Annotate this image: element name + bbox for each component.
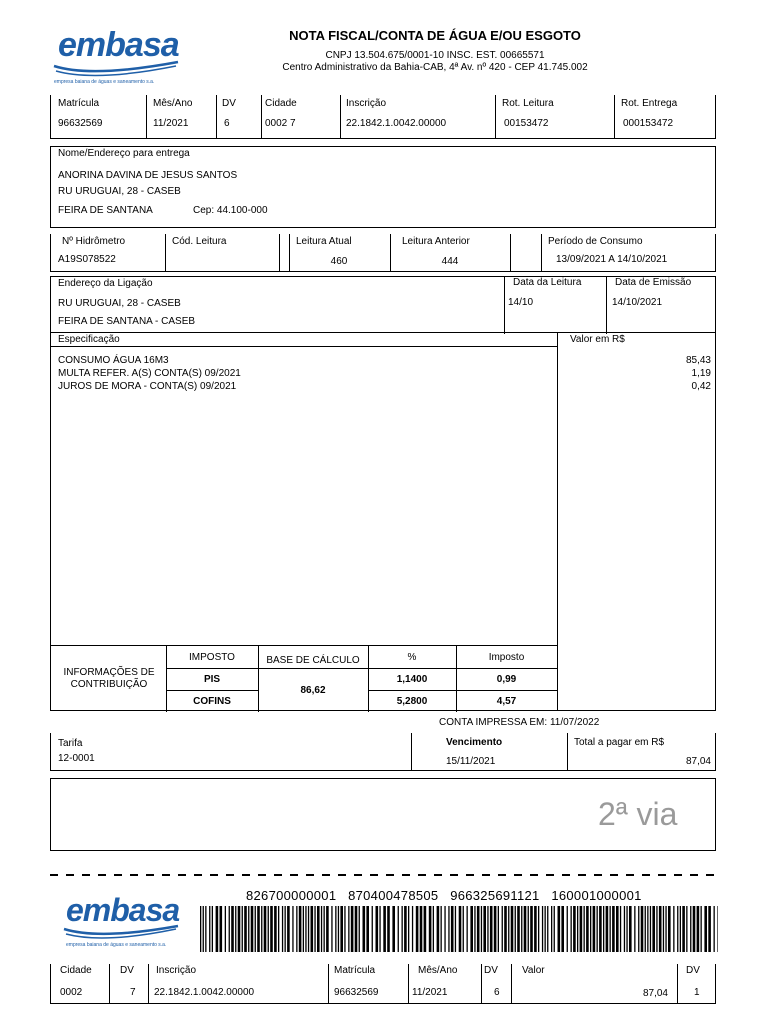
stub-mesano-value: 11/2021 [412, 987, 448, 998]
info-contribuicao-label: INFORMAÇÕES DE CONTRIBUIÇÃO [63, 667, 155, 690]
entrega-cep: Cep: 44.100-000 [193, 205, 268, 216]
data-leitura-label: Data da Leitura [513, 277, 582, 288]
tributo-pct: 1,1400 [396, 674, 428, 685]
tributo-nome: PIS [203, 674, 221, 685]
mesano-label: Mês/Ano [153, 98, 193, 109]
periodo-value: 13/09/2021 A 14/10/2021 [556, 254, 668, 265]
spec-item-desc: MULTA REFER. A(S) CONTA(S) 09/2021 [58, 368, 241, 379]
leitura-anterior-value: 444 [441, 256, 459, 267]
spec-item-valor: 0,42 [691, 381, 711, 392]
wave-icon [62, 924, 182, 940]
dv-value: 6 [224, 118, 230, 129]
imposto-header: IMPOSTO [189, 652, 235, 663]
stub-dv3-value: 1 [694, 987, 700, 998]
stub-dv1-value: 7 [130, 987, 136, 998]
document-title: NOTA FISCAL/CONTA DE ÁGUA E/OU ESGOTO [289, 28, 581, 43]
inscricao-value: 22.1842.1.0042.00000 [346, 118, 447, 129]
cut-line [50, 874, 720, 876]
tributo-nome: COFINS [193, 696, 231, 707]
rot-entrega-label: Rot. Entrega [621, 98, 678, 109]
rot-entrega-value: 000153472 [623, 118, 674, 129]
barcode-image [200, 906, 718, 952]
tributo-valor: 4,57 [496, 696, 517, 707]
data-leitura-value: 14/10 [508, 297, 534, 308]
embasa-logo [52, 22, 182, 88]
spec-item-valor: 85,43 [685, 355, 711, 366]
stub-dv2-label: DV [484, 965, 498, 976]
stub-matricula-value: 96632569 [334, 987, 379, 998]
stub-matricula-label: Matrícula [334, 965, 376, 976]
stub-dv1-label: DV [120, 965, 134, 976]
stub-embasa-logo [62, 890, 182, 952]
total-label: Total a pagar em R$ [574, 737, 665, 748]
tarifa-value: 12-0001 [58, 753, 95, 764]
header-address: Centro Administrativo da Bahia-CAB, 4ª Av. nº 420 - CEP 41.745.002 [282, 62, 588, 73]
entrega-cidade: FEIRA DE SANTANA [58, 205, 153, 216]
wave-icon [52, 60, 182, 78]
vencimento-value: 15/11/2021 [446, 756, 496, 767]
brand-tagline: empresa baiana de águas e saneamento s.a. [54, 79, 155, 85]
leitura-atual-label: Leitura Atual [296, 236, 352, 247]
rot-leitura-value: 00153472 [504, 118, 549, 129]
percent-header: % [407, 652, 417, 663]
brand-tagline: empresa baiana de águas e saneamento s.a. [66, 942, 167, 948]
dv-label: DV [222, 98, 236, 109]
brand-name: embasa [66, 892, 180, 928]
spec-item-valor: 1,19 [691, 368, 711, 379]
spec-item-desc: CONSUMO ÁGUA 16M3 [58, 355, 169, 366]
stub-valor-label: Valor [522, 965, 545, 976]
stub-mesano-label: Mês/Ano [418, 965, 458, 976]
rot-leitura-label: Rot. Leitura [502, 98, 554, 109]
base-calculo-value: 86,62 [300, 685, 326, 696]
stub-inscricao-value: 22.1842.1.0042.00000 [154, 987, 255, 998]
barcode-digits: 826700000001 870400478505 966325691121 160001000001 [246, 888, 642, 903]
brand-name: embasa [58, 26, 179, 64]
cod-leitura-label: Cód. Leitura [172, 236, 227, 247]
stub-dv2-value: 6 [494, 987, 500, 998]
matricula-label: Matrícula [58, 98, 100, 109]
hidrometro-label: Nº Hidrômetro [62, 236, 126, 247]
entrega-endereco: RU URUGUAI, 28 - CASEB [58, 186, 181, 197]
valor-label: Valor em R$ [570, 334, 625, 345]
ligacao-endereco: RU URUGUAI, 28 - CASEB [58, 298, 181, 309]
stub-valor-value: 87,04 [642, 988, 668, 999]
periodo-label: Período de Consumo [548, 236, 643, 247]
stub-cidade-label: Cidade [60, 965, 92, 976]
tributo-pct: 5,2800 [396, 696, 428, 707]
data-emissao-value: 14/10/2021 [612, 297, 663, 308]
conta-impressa: CONTA IMPRESSA EM: 11/07/2022 [439, 717, 600, 728]
inscricao-label: Inscrição [346, 98, 387, 109]
mesano-value: 11/2021 [153, 118, 189, 129]
spec-item-desc: JUROS DE MORA - CONTA(S) 09/2021 [58, 381, 237, 392]
entrega-nome: ANORINA DAVINA DE JESUS SANTOS [58, 170, 238, 181]
ligacao-label: Endereço da Ligação [58, 278, 153, 289]
vencimento-label: Vencimento [446, 737, 503, 748]
tarifa-label: Tarifa [58, 738, 83, 749]
total-value: 87,04 [685, 756, 711, 767]
leitura-atual-value: 460 [330, 256, 348, 267]
data-emissao-label: Data de Emissão [615, 277, 692, 288]
base-calculo-header: BASE DE CÁLCULO [266, 655, 360, 666]
matricula-value: 96632569 [58, 118, 103, 129]
header-cnpj: CNPJ 13.504.675/0001-10 INSC. EST. 00665571 [325, 50, 545, 61]
hidrometro-value: A19S078522 [58, 254, 116, 265]
entrega-label: Nome/Endereço para entrega [58, 148, 190, 159]
cidade-value: 0002 7 [265, 118, 296, 129]
ligacao-cidade: FEIRA DE SANTANA - CASEB [58, 316, 196, 327]
tributo-valor: 0,99 [496, 674, 517, 685]
stub-cidade-value: 0002 [60, 987, 83, 998]
segunda-via-stamp: 2ª via [598, 796, 678, 832]
stub-dv3-label: DV [686, 965, 700, 976]
stub-inscricao-label: Inscrição [156, 965, 197, 976]
spec-label: Especificação [58, 334, 120, 345]
leitura-anterior-label: Leitura Anterior [402, 236, 470, 247]
imposto-valor-header: Imposto [488, 652, 525, 663]
cidade-label: Cidade [265, 98, 297, 109]
